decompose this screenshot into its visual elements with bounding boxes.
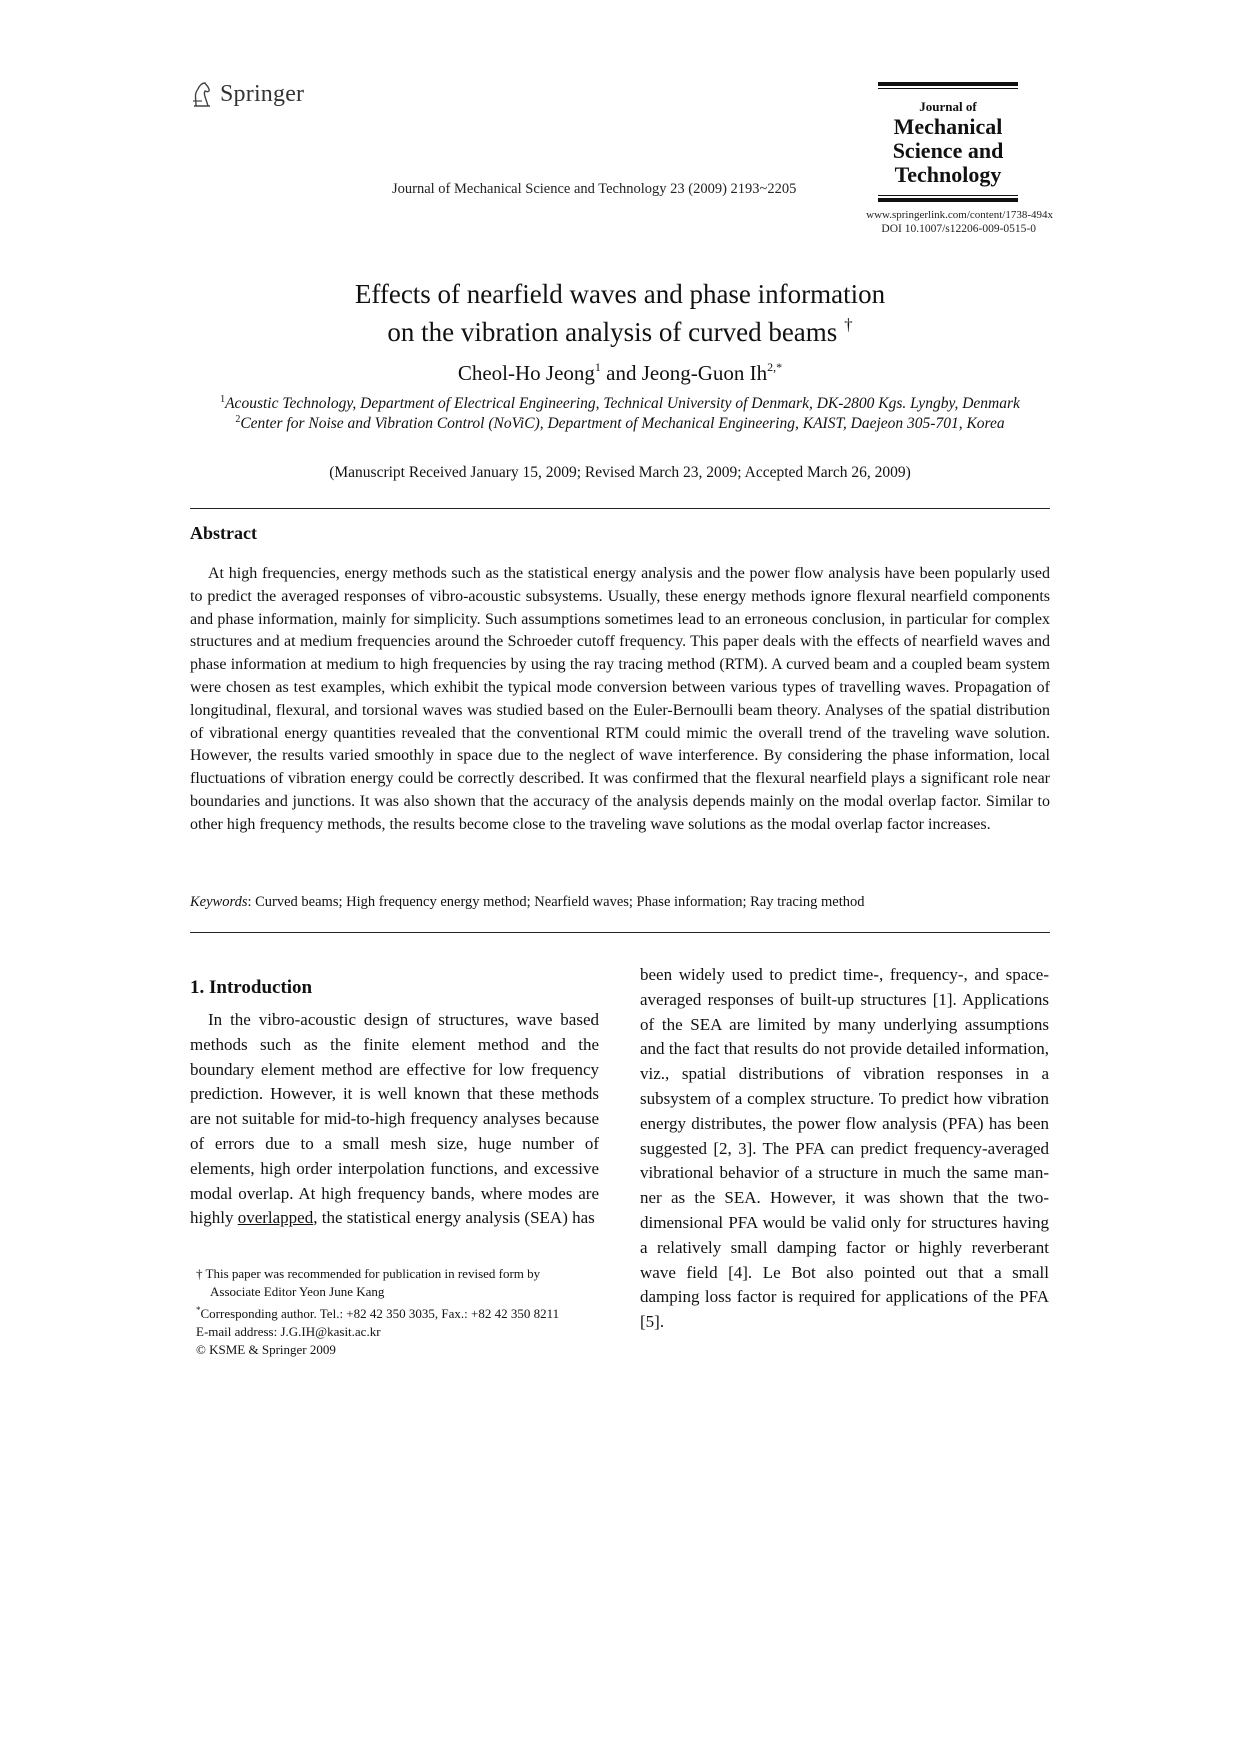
introduction-heading: 1. Introduction: [190, 977, 313, 998]
journal-logo-rule-top: [878, 82, 1018, 86]
journal-logo: [878, 82, 1018, 202]
footnote-email[interactable]: E-mail address: J.G.IH@kasit.ac.kr: [196, 1324, 381, 1339]
springer-logo-text: Springer: [220, 80, 305, 107]
journal-logo-line-3: Technology: [894, 162, 1002, 188]
intro-left-text-b: , the statistical energy analysis (SEA) has: [313, 1208, 595, 1228]
springer-horse-icon: [190, 80, 214, 108]
divider-top: [190, 508, 1050, 509]
author-1-affiliation: 1: [594, 360, 601, 374]
introduction-right-column: been widely used to predict time-, frequency-, and space-averaged responses of built-up structures [1]. Applications of the SEA are limited by many underlying assumptions and the fact that results do not provide detailed information, viz., spatial distributions of vibration responses in a subsystem of a complex structure. To predict how vibration energy distributes, the power flow analysis (PFA) has been suggested [2, 3]. The PFA can predict frequency-averaged vibrational behavior of a structure in much the same manner as the SEA. However, it was shown that the two-dimensional PFA would be valid only for structures having a relatively small damping factor or highly reverberant wave field [4]. Le Bot also pointed out that a small damping loss factor is required for applications of the PFA [5].: [640, 965, 1049, 1332]
affiliation-1-mark: 1: [220, 394, 226, 405]
footnote-corresponding-text: Corresponding author. Tel.: +82 42 350 3035, Fax.: +82 42 350 8211: [200, 1306, 560, 1321]
footnote-copyright: © KSME & Springer 2009: [196, 1342, 336, 1357]
footnotes: [196, 1265, 599, 1359]
divider-bottom: [190, 932, 1050, 933]
abstract-heading: Abstract: [190, 523, 257, 543]
journal-logo-rule-top-thin: [878, 88, 1018, 89]
author-2: Jeong-Guon Ih: [641, 361, 768, 385]
authors: [0, 360, 1240, 386]
keywords-label: Keywords: [190, 894, 248, 910]
journal-url[interactable]: www.springerlink.com/content/1738-494x: [866, 209, 1053, 221]
journal-logo-rule-bottom: [878, 198, 1018, 202]
footnote-dagger: † This paper was recommended for publication in revised form by: [196, 1266, 541, 1281]
intro-left-underlined: overlapped: [237, 1208, 314, 1228]
intro-left-text-a: In the vibro-acoustic design of structures, wave based methods such as the finite element method and the boundary element method are effective for low frequency prediction. However, it is well known that these methods are not suitable for mid-to-high frequency analyses because of errors due to a small mesh size, huge number of elements, high order interpolation functions, and excessive modal overlap. At high frequency bands, where modes are highly: [190, 1010, 599, 1228]
journal-logo-line-1: Mechanical: [893, 114, 1003, 140]
paper-title-line-2-text: on the vibration analysis of curved beams: [387, 317, 838, 347]
introduction-left-column: [190, 1008, 599, 1231]
manuscript-dates: (Manuscript Received January 15, 2009; Revised March 23, 2009; Accepted March 26, 2009): [329, 464, 911, 481]
journal-logo-small: Journal of: [919, 99, 977, 115]
footnote-corresponding: [196, 1301, 599, 1323]
footnote-dagger-cont: Associate Editor Yeon June Kang: [210, 1284, 385, 1299]
author-2-affiliation: 2,*: [767, 360, 783, 374]
title-dagger: †: [844, 315, 853, 334]
affiliation-2-mark: 2: [235, 414, 241, 425]
authors-and: and: [606, 361, 637, 385]
journal-citation: Journal of Mechanical Science and Technology 23 (2009) 2193~2205: [392, 181, 797, 197]
footnote-corresponding-mark: *: [196, 1305, 201, 1315]
paper-title-line-2: [0, 315, 1240, 348]
doi[interactable]: DOI 10.1007/s12206-009-0515-0: [881, 223, 1036, 235]
journal-logo-line-2: Science and: [892, 138, 1004, 164]
abstract-text: At high frequencies, energy methods such as the statistical energy analysis and the power flow analysis have been popularly used to predict the averaged responses of vibro-acoustic subsystems. Usually, these energy methods ignore flexural nearfield components and phase information, mainly for simplicity. Such assumptions sometimes lead to an erroneous conclusion, in particular for complex structures and at medium frequencies around the Schroeder cutoff frequency. This paper deals with the effects of nearfield waves and phase information at medium to high frequencies by using the ray tracing method (RTM). A curved beam and a coupled beam system were chosen as test examples, which exhibit the typical mode conversion between various types of travelling waves. Propagation of longitudinal, flexural, and torsional waves was studied based on the Euler-Bernoulli beam theory. Analyses of the spatial distribution of vibrational energy quantities revealed that the conventional RTM could mimic the overall trend of the traveling wave solution. However, the results varied smoothly in space due to the neglect of wave interference. By considering the phase information, local fluctuations of vibration energy could be correctly described. It was confirmed that the flexural nearfield plays a significant role near boundaries and junctions. It was also shown that the accuracy of the analysis depends mainly on the modal overlap factor. Similar to other high frequency methods, the results become close to the traveling wave solutions as the modal overlap factor increases.: [190, 565, 1050, 833]
affiliation-2-text: Center for Noise and Vibration Control (NoViC), Department of Mechanical Engineering, KAIST, Daejeon 305-701, Korea: [240, 415, 1005, 432]
affiliation-2: [150, 414, 1090, 433]
affiliation-1: [150, 394, 1090, 413]
springer-logo: [190, 80, 304, 108]
abstract-body: [190, 563, 1050, 837]
journal-logo-rule-bottom-thin: [878, 195, 1018, 196]
paper-title-line-1: Effects of nearfield waves and phase information: [354, 279, 886, 309]
keywords: [190, 894, 1050, 911]
affiliation-1-text: Acoustic Technology, Department of Electrical Engineering, Technical University of Denmark, DK-2800 Kgs. Lyngby, Denmark: [225, 395, 1020, 412]
keywords-text: : Curved beams; High frequency energy method; Nearfield waves; Phase information; Ray tracing method: [247, 894, 865, 910]
author-1: Cheol-Ho Jeong: [457, 361, 595, 385]
